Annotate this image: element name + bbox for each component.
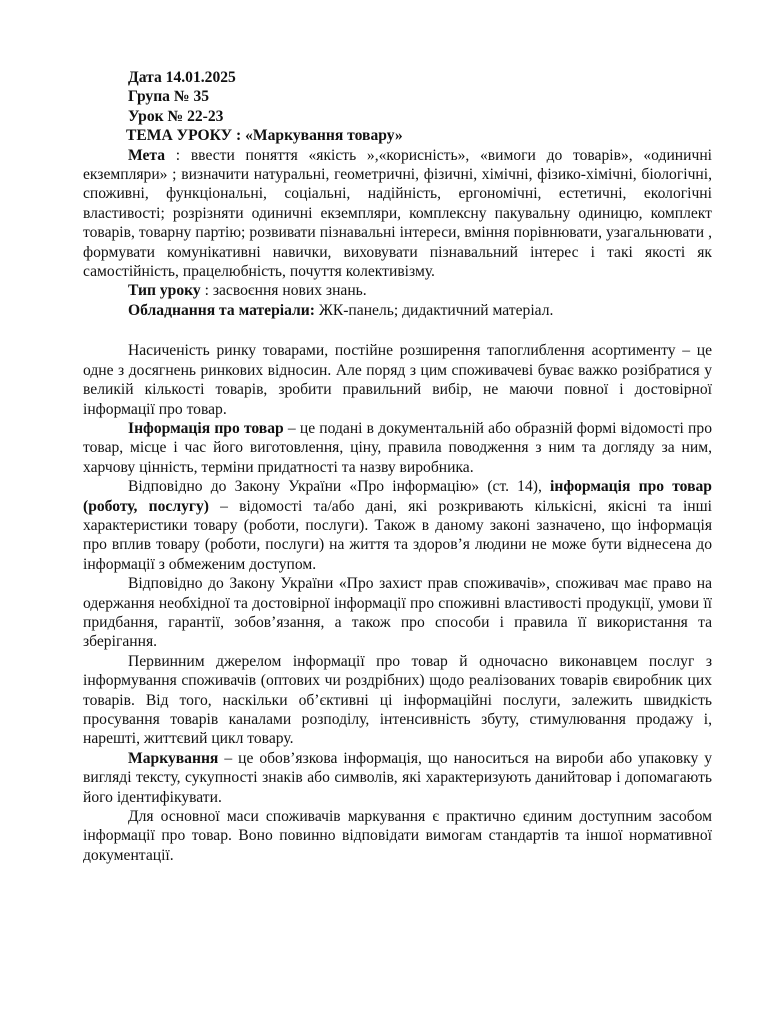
goal-label: Мета [128, 146, 166, 164]
lesson-type-paragraph [83, 281, 712, 300]
equipment-text: ЖК-панель; дидактичний матеріал. [314, 301, 554, 319]
lesson-type-text: : засвоєння нових знань. [200, 282, 367, 300]
marking-term: Маркування [128, 749, 219, 767]
group-number: Група № 35 [128, 88, 210, 106]
paragraph-consumer-rights: Відповідно до Закону України «Про захист прав споживачів», споживач має право на одержання необхідної та достовірної інформації про споживні властивості продукції, умови її придбання, гарантії, зобов’язання, а також про способи і правила її використання та зберігання. [83, 575, 712, 651]
product-info-definition: – це подані в документальній або образній формі відомості про товар, місце і час його виготовлення, ціну, правила поводження з ним та догляду за ним, харчову цінність, терміни придатності та назву виробника. [83, 419, 712, 476]
info-law-term: інформація про товар (роботу, послугу) [83, 478, 712, 515]
paragraph-marking [83, 749, 712, 807]
paragraph-info-source: Первинним джерелом інформації про товар й одночасно виконавцем послуг з інформування споживачів (оптових чи роздрібних) щодо реалізованих товарів євиробник цих товарів. Від того, наскільки об’єктивні ці інформаційні послуги, залежить швидкість просування товарів каналами розподілу, інтенсивність збуту, стимулювання продажу і, нарешті, життєвий цикл товару. [83, 652, 712, 748]
info-law-definition: – відомості та/або дані, які розкривають кількісні, якісні та інші характеристики товару (роботи, послуги). Також в даному законі зазначено, що інформація про вплив товару (роботи, послуги) на життя та здоров’я людини не може бути віднесена до інформації з обмеженим доступом. [83, 497, 712, 573]
product-info-term: Інформація про товар [128, 419, 284, 437]
equipment-label: Обладнання та матеріали: [128, 301, 315, 319]
paragraph-marking-role: Для основної маси споживачів маркування є практично єдиним доступним засобом інформації про товар. Воно повинно відповідати вимогам стандартів та іншої нормативної документації. [83, 808, 712, 864]
spacer [83, 320, 712, 341]
goal-text: : ввести поняття «якість »,«корисність», «вимоги до товарів», «одиничні екземпляри» ; визначити натуральні, геометричні, фізичні, хімічні, фізико-хімічні, біологічні, споживні, функціональні, соціальні, надійність, ергономічні, естетичні, екологічні властивості; розрізняти одиничні екземпляри, комплексну пакувальну одиницю, комплект товарів, товарну партію; розвивати пізнавальні інтереси, вміння порівнювати, узагальнювати , формувати комунікативні навички, виховувати пізнавальний інтерес і такі якості як самостійність, працелюбність, почуття колективізму. [83, 146, 712, 281]
info-law-intro: Відповідно до Закону України «Про інформацію» (ст. 14), [128, 478, 551, 496]
lesson-date: Дата 14.01.2025 [128, 69, 236, 86]
marking-definition: – це обов’язкова інформація, що наноситься на вироби або упаковку у вигляді тексту, сукупності знаків або символів, які характеризують данийтовар і допомагають його ідентифікувати. [83, 749, 712, 806]
equipment-paragraph [83, 301, 712, 320]
goal-paragraph [83, 146, 712, 282]
paragraph-info-law [83, 477, 712, 574]
lesson-type-label: Тип уроку [128, 282, 201, 300]
paragraph-market: Насиченість ринку товарами, постійне розширення тапоглиблення асортименту – це одне з досягнень ринкових відносин. Але поряд з цим споживачеві буває важко розібратися у великій кількості товарів, зробити правильний вибір, не маючи повної і достовірної інформації про товар. [83, 342, 712, 418]
paragraph-product-info [83, 419, 712, 477]
lesson-topic: ТЕМА УРОКУ : «Маркування товару» [126, 127, 403, 145]
lesson-number: Урок № 22-23 [128, 107, 224, 125]
